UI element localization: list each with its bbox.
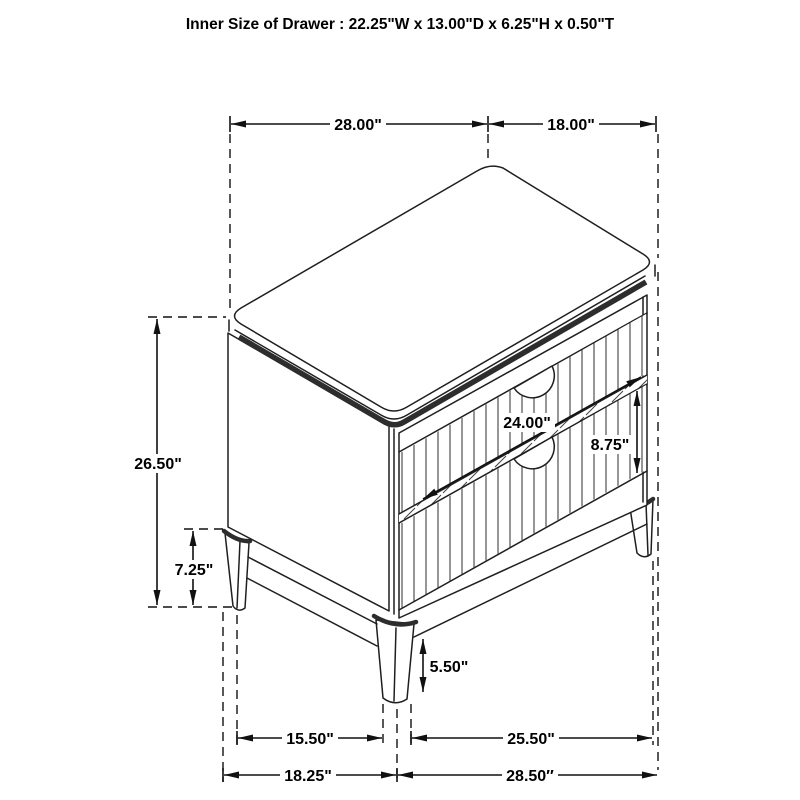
dim-label-footprint-width (502, 766, 558, 785)
dim-label-footprint-depth (280, 766, 336, 785)
svg-text:8.75": 8.75" (590, 437, 630, 454)
dim-label-drawer-width (499, 413, 555, 432)
dim-label-leg-clearance (170, 560, 217, 579)
svg-text:15.50": 15.50" (286, 731, 334, 748)
svg-text:25.50": 25.50" (507, 731, 555, 748)
dim-label-footprint-width-inner (503, 729, 559, 748)
dim-label-footprint-depth-inner (282, 729, 338, 748)
dim-label-top-depth (543, 115, 599, 134)
diagram-title: Inner Size of Drawer : 22.25"W x 13.00"D x 6.25"H x 0.50"T (185, 16, 615, 33)
svg-text:5.50": 5.50" (429, 659, 469, 676)
dim-label-leg-height (425, 657, 472, 676)
svg-text:24.00": 24.00" (503, 415, 551, 432)
svg-text:7.25": 7.25" (174, 562, 214, 579)
dim-label-top-width (330, 115, 386, 134)
svg-text:28.00": 28.00" (334, 117, 382, 134)
dim-label-drawer-height (586, 435, 633, 454)
svg-text:18.25": 18.25" (284, 768, 332, 785)
svg-text:26.50": 26.50" (134, 456, 182, 473)
nightstand-drawing (224, 166, 655, 703)
dim-label-overall-height (130, 454, 186, 473)
svg-text:18.00": 18.00" (547, 117, 595, 134)
svg-text:28.50″: 28.50″ (506, 768, 554, 785)
